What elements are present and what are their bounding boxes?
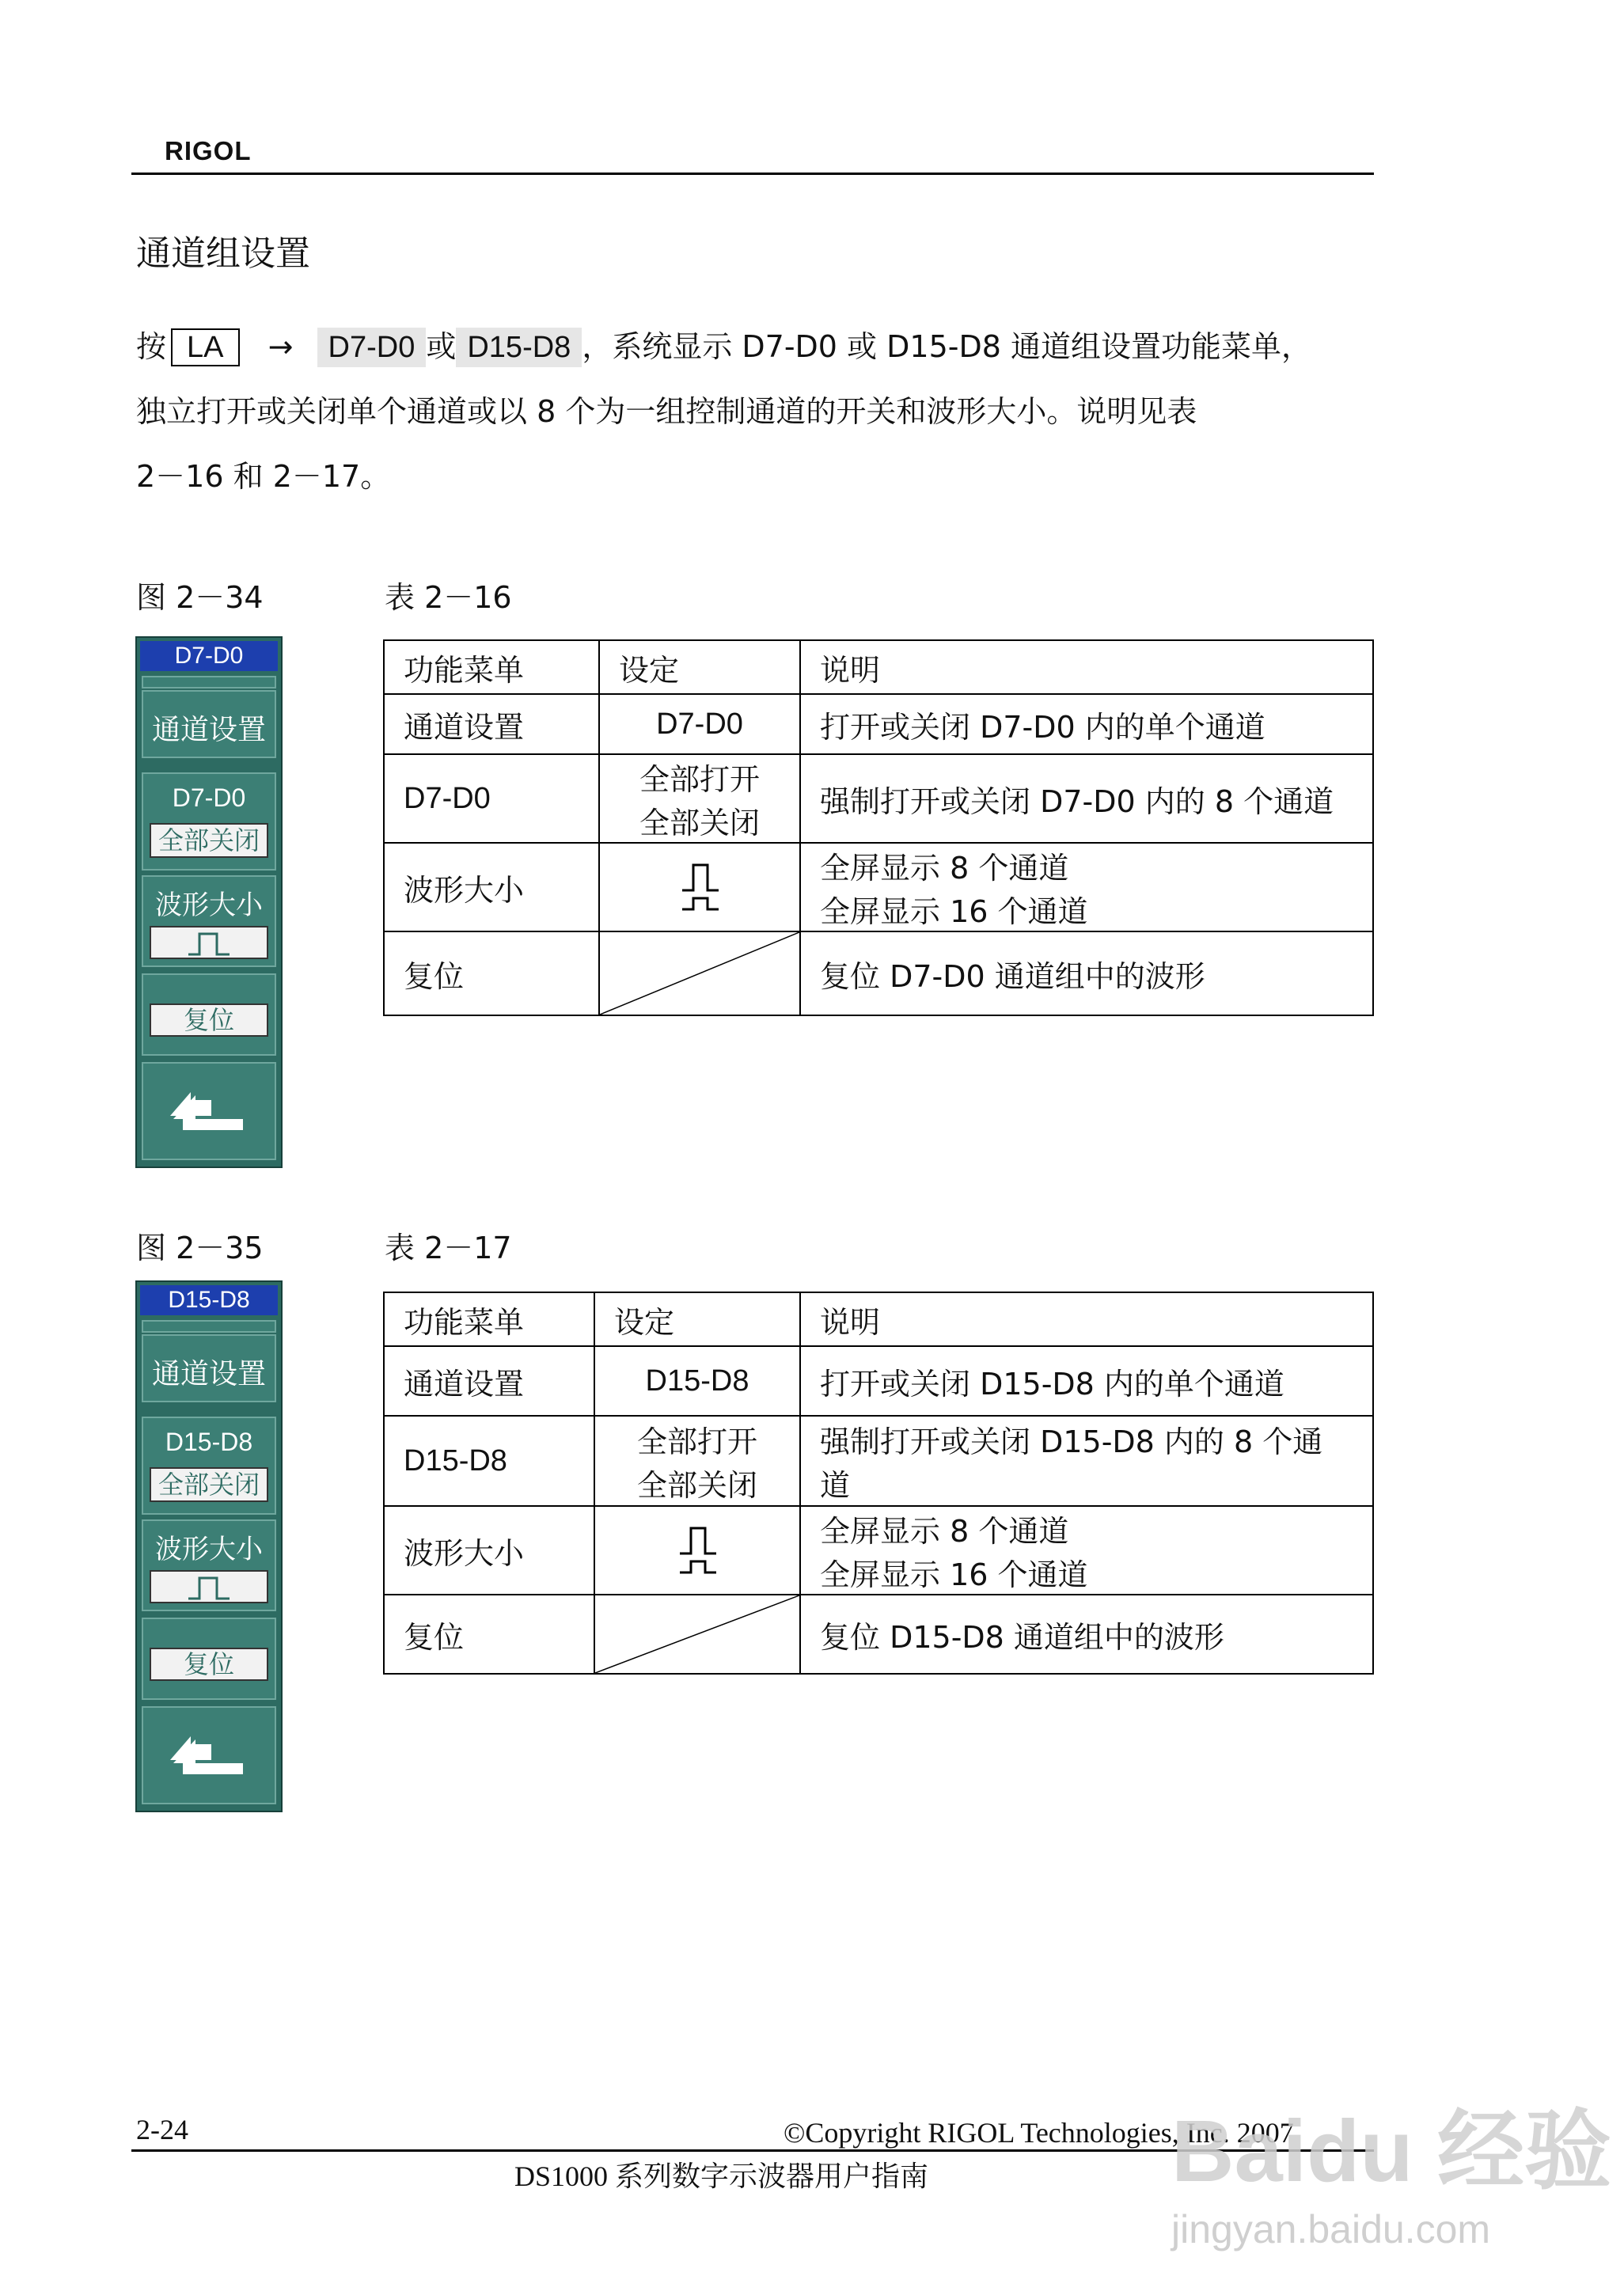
intro-line-3: 2－16 和 2－17。 [136, 459, 391, 494]
pulse-small-icon [674, 1557, 721, 1576]
copyright: ©Copyright RIGOL Technologies, Inc. 2007 [784, 2117, 1294, 2149]
channel-group-menu [135, 1280, 283, 1812]
menu-item-label: 复位 [150, 1003, 268, 1037]
menu-item-waveform-size[interactable] [142, 875, 276, 967]
setting-cell: D15-D8 [594, 1346, 800, 1416]
header-cell: 说明 [800, 1292, 1373, 1346]
menu-item-label: 波形大小 [155, 890, 263, 921]
menu-item-label: D7-D0 [172, 783, 246, 812]
manual-title: DS1000 系列数字示波器用户指南 [514, 2160, 929, 2192]
menu-title: D15-D8 [140, 1285, 278, 1315]
menu-back-button[interactable] [142, 1706, 276, 1804]
menu-item-group[interactable] [142, 772, 276, 871]
header-cell: 设定 [599, 640, 800, 694]
desc-cell [800, 843, 1373, 931]
table-row [384, 754, 1373, 843]
menu-cell: D7-D0 [384, 754, 599, 843]
la-key: LA [171, 328, 239, 366]
menu-cell: 通道设置 [384, 694, 599, 754]
figure-caption: 图 2－35 [136, 1231, 264, 1265]
setting-cell [594, 1416, 800, 1506]
menu-cell: 波形大小 [384, 1506, 594, 1595]
pulse-large-icon [150, 926, 268, 959]
desc-line: 全屏显示 8 个通道 [820, 1514, 1069, 1549]
setting-cell: D7-D0 [599, 694, 800, 754]
intro-or: 或 [426, 329, 457, 364]
table-row [384, 931, 1373, 1015]
menu-title: D7-D0 [140, 641, 278, 671]
pulse-large-icon [676, 862, 723, 893]
setting-cell [599, 754, 800, 843]
table-header-row [384, 640, 1373, 694]
menu-cell: 通道设置 [384, 1346, 594, 1416]
menu-item-value: 全部关闭 [150, 1467, 268, 1502]
menu-item-label: D15-D8 [165, 1428, 253, 1456]
header-cell: 功能菜单 [384, 1292, 594, 1346]
watermark-url: jingyan.baidu.com [1171, 2207, 1491, 2251]
empty-setting-cell [599, 931, 800, 1015]
desc-line: 强制打开或关闭 D15-D8 内的 8 个通 [820, 1424, 1323, 1459]
intro-line-1 [136, 314, 1311, 379]
menu-item-waveform-size[interactable] [142, 1519, 276, 1611]
menu-back-button[interactable] [142, 1062, 276, 1160]
setting-option: 全部关闭 [636, 1468, 757, 1503]
pulse-large-icon [150, 1570, 268, 1603]
table-2-16 [383, 639, 1374, 1016]
desc-line: 全屏显示 16 个通道 [820, 894, 1088, 929]
return-arrow-icon [167, 1084, 254, 1140]
table-row [384, 1346, 1373, 1416]
menu-cell: 复位 [384, 1595, 594, 1674]
menu-cell: 波形大小 [384, 843, 599, 931]
setting-cell [599, 843, 800, 931]
desc-cell: 强制打开或关闭 D7-D0 内的 8 个通道 [800, 754, 1373, 843]
desc-cell [800, 1506, 1373, 1595]
menu-divider [142, 676, 276, 688]
intro-text: 按 [136, 329, 167, 364]
desc-line: 全屏显示 8 个通道 [820, 851, 1069, 886]
brand-logo: RIGOL [165, 136, 252, 165]
desc-cell: 打开或关闭 D15-D8 内的单个通道 [800, 1346, 1373, 1416]
menu-item-label: 通道设置 [151, 714, 266, 746]
menu-item-value: 全部关闭 [150, 823, 268, 858]
menu-item-label: 波形大小 [155, 1534, 263, 1565]
setting-cell [594, 1506, 800, 1595]
header-rule [131, 173, 1374, 175]
table-row [384, 694, 1373, 754]
menu-item-reset[interactable] [142, 973, 276, 1056]
header-cell: 说明 [800, 640, 1373, 694]
menu-item-group[interactable] [142, 1417, 276, 1515]
header-cell: 设定 [594, 1292, 800, 1346]
desc-cell: 打开或关闭 D7-D0 内的单个通道 [800, 694, 1373, 754]
menu-cell: 复位 [384, 931, 599, 1015]
desc-line: 全屏显示 16 个通道 [820, 1557, 1088, 1592]
table-row [384, 1416, 1373, 1506]
table-2-17 [383, 1292, 1374, 1675]
setting-option: 全部打开 [639, 762, 760, 797]
menu-item-channel-setting[interactable] [142, 1334, 276, 1402]
intro-text: ，系统显示 D7-D0 或 D15-D8 通道组设置功能菜单， [582, 329, 1311, 364]
pulse-large-icon [674, 1525, 721, 1557]
softkey-d7-d0: D7-D0 [317, 328, 427, 367]
section-title: 通道组设置 [136, 233, 310, 274]
empty-setting-cell [594, 1595, 800, 1674]
menu-item-label: 通道设置 [151, 1358, 266, 1390]
page-number: 2-24 [136, 2114, 188, 2145]
desc-cell: 复位 D15-D8 通道组中的波形 [800, 1595, 1373, 1674]
pulse-small-icon [676, 893, 723, 912]
menu-item-channel-setting[interactable] [142, 690, 276, 758]
setting-option: 全部打开 [636, 1424, 757, 1459]
softkey-d15-d8: D15-D8 [456, 328, 582, 367]
menu-cell: D15-D8 [384, 1416, 594, 1506]
setting-option: 全部关闭 [639, 806, 760, 840]
desc-line: 道 [820, 1468, 851, 1503]
arrow-icon: → [268, 329, 294, 364]
menu-item-label: 复位 [150, 1648, 268, 1681]
channel-group-menu [135, 636, 283, 1168]
table-caption: 表 2－16 [385, 580, 512, 615]
desc-cell [800, 1416, 1373, 1506]
figure-caption: 图 2－34 [136, 580, 264, 615]
header-cell: 功能菜单 [384, 640, 599, 694]
intro-line-2: 独立打开或关闭单个通道或以 8 个为一组控制通道的开关和波形大小。说明见表 [136, 394, 1197, 429]
table-row [384, 1595, 1373, 1674]
table-row [384, 1506, 1373, 1595]
return-arrow-icon [167, 1728, 254, 1784]
table-row [384, 843, 1373, 931]
table-header-row [384, 1292, 1373, 1346]
menu-divider [142, 1320, 276, 1333]
menu-item-reset[interactable] [142, 1618, 276, 1700]
desc-cell: 复位 D7-D0 通道组中的波形 [800, 931, 1373, 1015]
watermark-logo: Baidu 经验 [1171, 2103, 1612, 2200]
table-caption: 表 2－17 [385, 1231, 512, 1265]
